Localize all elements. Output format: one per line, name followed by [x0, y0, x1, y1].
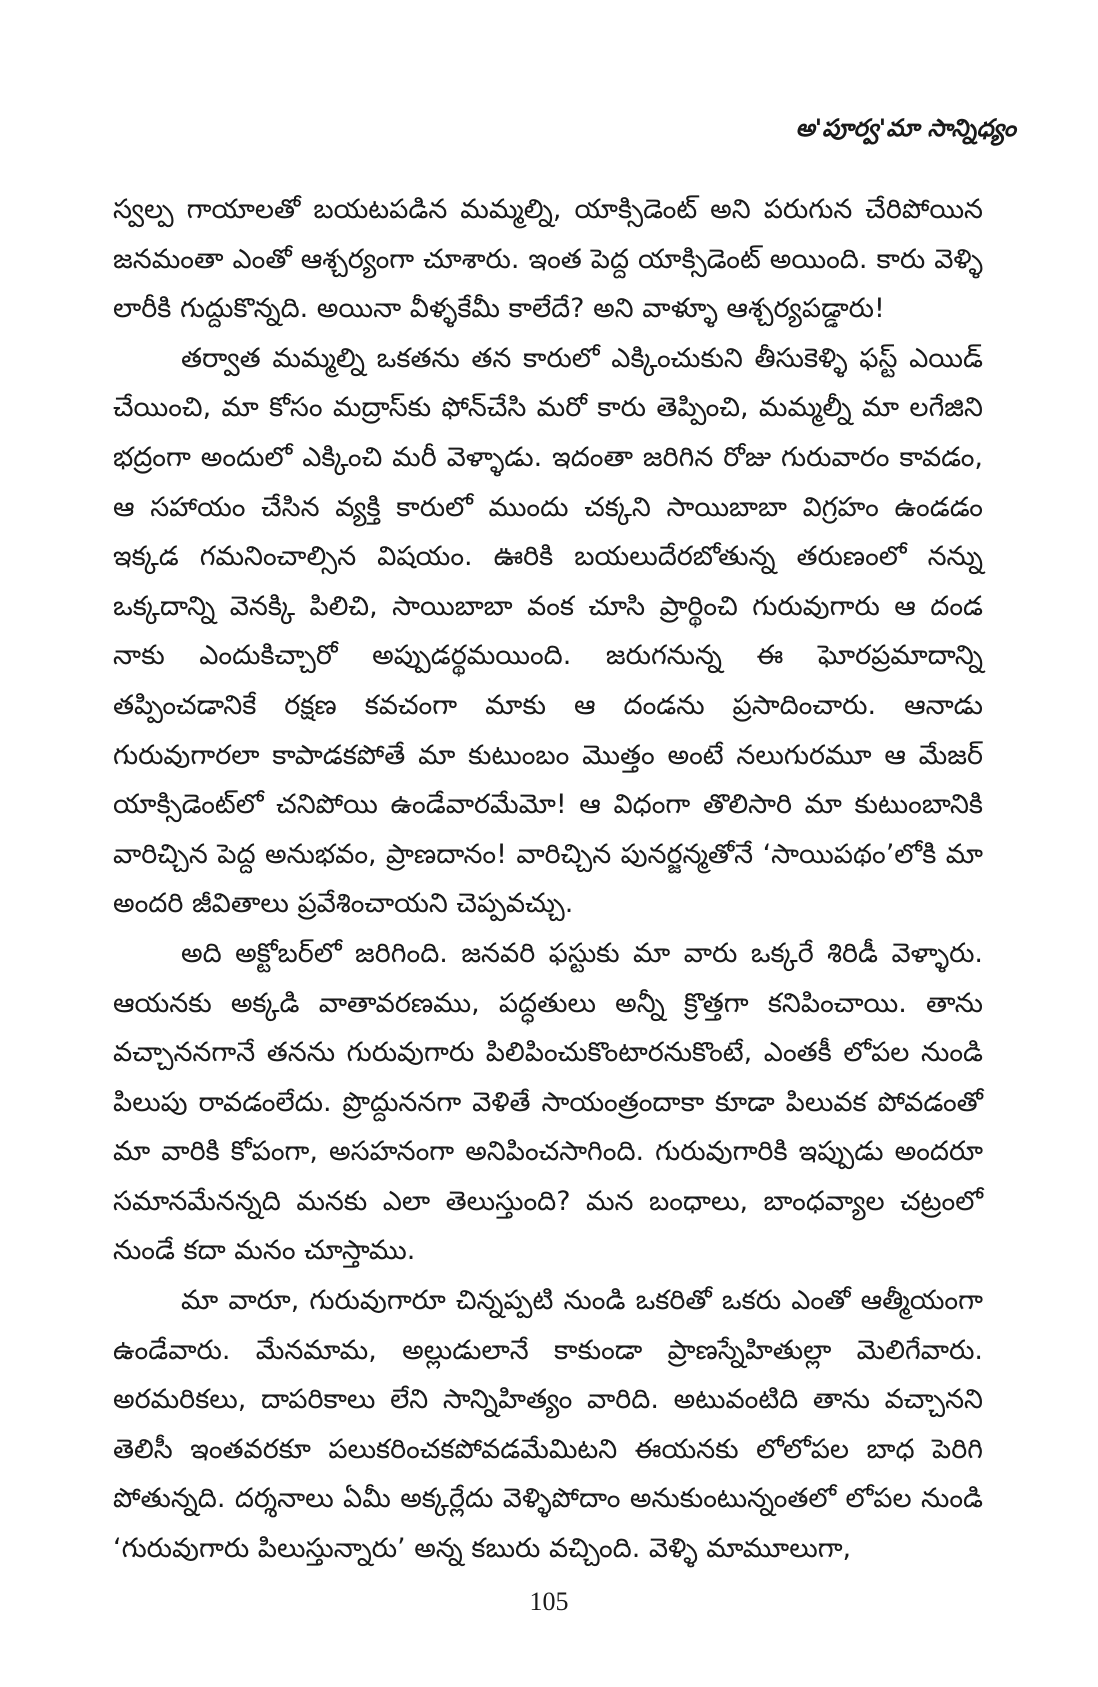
body-text	[113, 185, 983, 1574]
paragraph-1: స్వల్ప గాయాలతో బయటపడిన మమ్మల్ని, యాక్సిడెంట్ అని పరుగున చేరిపోయిన జనమంతా ఎంతో ఆశ్చర్యంగా చూశారు. ఇంత పెద్ద యాక్సిడెంట్ అయింది. కారు వెళ్ళి లారీకి గుద్దుకొన్నది. అయినా వీళ్ళకేమీ కాలేదే? అని వాళ్ళూ ఆశ్చర్యపడ్డారు!	[113, 194, 983, 325]
paragraph-3: అది అక్టోబర్‌లో జరిగింది. జనవరి ఫస్టుకు మా వారు ఒక్కరే శిరిడీ వెళ్ళారు. ఆయనకు అక్కడి వాతావరణము, పద్ధతులు అన్నీ క్రొత్తగా కనిపించాయి. తాను వచ్చాననగానే తనను గురువుగారు పిలిపించుకొంటారనుకొంటే, ఎంతకీ లోపల నుండి పిలుపు రావడంలేదు. ప్రొద్దుననగా వెళితే సాయంత్రందాకా కూడా పిలువక పోవడంతో మా వారికి కోపంగా, అసహనంగా అనిపించసాగింది. గురువుగారికి ఇప్పుడు అందరూ సమానమేనన్నది మనకు ఎలా తెలుస్తుంది? మన బంధాలు, బాంధవ్యాల చట్రంలో నుండే కదా మనం చూస్తాము.	[113, 937, 983, 1267]
paragraph-4: మా వారూ, గురువుగారూ చిన్నప్పటి నుండి ఒకరితో ఒకరు ఎంతో ఆత్మీయంగా ఉండేవారు. మేనమామ, అల్లుడులానే కాకుండా ప్రాణస్నేహితుల్లా మెలిగేవారు. అరమరికలు, దాపరికాలు లేని సాన్నిహిత్యం వారిది. అటువంటిది తాను వచ్చానని తెలిసీ ఇంతవరకూ పలుకరించకపోవడమేమిటని ఈయనకు లోలోపల బాధ పెరిగి పోతున్నది. దర్శనాలు ఏమీ అక్కర్లేదు వెళ్ళిపోదాం అనుకుంటున్నంతలో లోపల నుండి ‘గురువుగారు పిలుస్తున్నారు’ అన్న కబురు వచ్చింది. వెళ్ళి మామూలుగా,	[113, 1285, 983, 1565]
page-number: 105	[529, 1587, 569, 1616]
running-header-title: అ'పూర్వ'మా సాన్నిధ్యం	[795, 114, 1016, 142]
paragraph-2: తర్వాత మమ్మల్ని ఒకతను తన కారులో ఎక్కించుకుని తీసుకెళ్ళి ఫస్ట్ ఎయిడ్ చేయించి, మా కోసం మద్రాస్‌కు ఫోన్‌చేసి మరో కారు తెప్పించి, మమ్మల్నీ మా లగేజిని భద్రంగా అందులో ఎక్కించి మరీ వెళ్ళాడు. ఇదంతా జరిగిన రోజు గురువారం కావడం, ఆ సహాయం చేసిన వ్యక్తి కారులో ముందు చక్కని సాయిబాబా విగ్రహం ఉండడం ఇక్కడ గమనించాల్సిన విషయం. ఊరికి బయలుదేరబోతున్న తరుణంలో నన్ను ఒక్కదాన్ని వెనక్కి పిలిచి, సాయిబాబా వంక చూసి ప్రార్థించి గురువుగారు ఆ దండ నాకు ఎందుకిచ్చారో అప్పుడర్థమయింది. జరుగనున్న ఈ ఘోరప్రమాదాన్ని తప్పించడానికే రక్షణ కవచంగా మాకు ఆ దండను ప్రసాదించారు. ఆనాడు గురువుగారలా కాపాడకపోతే మా కుటుంబం మొత్తం అంటే నలుగురమూ ఆ మేజర్ యాక్సిడెంట్‌లో చనిపోయి ఉండేవారమేమో! ఆ విధంగా తొలిసారి మా కుటుంబానికి వారిచ్చిన పెద్ద అనుభవం, ప్రాణదానం! వారిచ్చిన పునర్జన్మతోనే ‘సాయిపథం’లోకి మా అందరి జీవితాలు ప్రవేశించాయని చెప్పవచ్చు.	[113, 342, 983, 920]
